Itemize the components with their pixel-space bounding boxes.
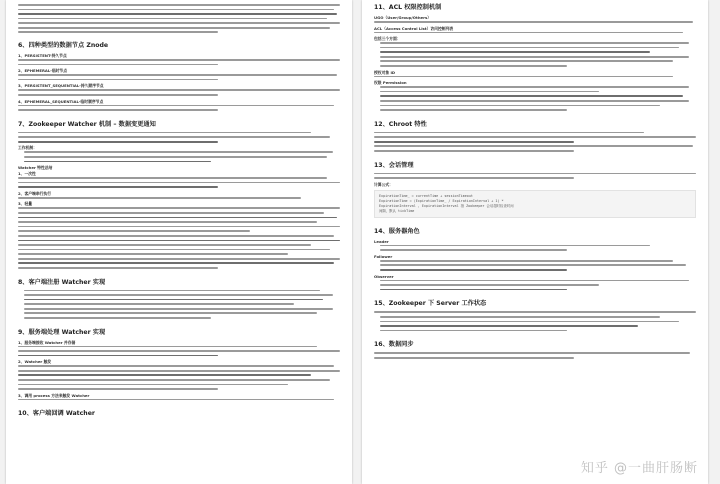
text-line: [374, 21, 693, 23]
text-line: [18, 109, 218, 111]
text-line: [380, 95, 683, 97]
text-lines: [374, 260, 696, 271]
page-left-content: [6, 0, 352, 428]
text-line: [24, 290, 320, 292]
text-lines: [374, 32, 696, 34]
text-lines: [374, 86, 696, 111]
section-heading: 10、客户端回调 Watcher: [18, 410, 95, 418]
text-line: [380, 264, 686, 266]
text-line: [380, 269, 567, 271]
text-lines: [18, 4, 340, 33]
subsection-heading: 1、服务端接收 Watcher 并存储: [18, 339, 76, 345]
text-lines: [374, 42, 696, 67]
text-line: [380, 65, 567, 67]
text-lines: [18, 365, 340, 390]
text-line: [18, 388, 218, 390]
subsection-heading: 4、EPHEMERAL_SEQUENTIAL-临时顺序节点: [18, 98, 104, 104]
text-line: [18, 22, 340, 24]
section-heading: 9、服务端处理 Watcher 实现: [18, 328, 106, 336]
text-line: [18, 240, 340, 242]
text-line: [380, 284, 599, 286]
code-line: 间隔，默认 tickTime: [379, 208, 415, 213]
text-line: [374, 150, 574, 152]
subsection-heading: 工作机制：: [18, 145, 37, 151]
text-line: [18, 182, 340, 184]
subsection-heading: 2、Watcher 触发: [18, 359, 52, 365]
text-line: [380, 289, 567, 291]
text-lines: [18, 89, 340, 95]
text-line: [18, 355, 218, 357]
text-lines: [374, 173, 696, 179]
text-line: [18, 74, 337, 76]
text-line: [18, 132, 311, 134]
text-line: [380, 325, 638, 327]
watermark-text: 知乎 @一曲肝肠断: [580, 461, 698, 476]
text-line: [380, 249, 567, 251]
text-lines: [18, 105, 340, 111]
text-line: [380, 330, 567, 332]
text-lines: [18, 207, 340, 268]
text-line: [380, 245, 650, 247]
text-line: [18, 226, 340, 228]
text-line: [18, 258, 340, 260]
text-line: [18, 379, 330, 381]
text-line: [374, 311, 696, 313]
text-line: [374, 141, 574, 143]
code-block: [374, 190, 696, 218]
text-line: [18, 27, 330, 29]
text-line: [18, 64, 218, 66]
text-line: [18, 141, 218, 143]
subsection-heading: 3、PERSISTENT_SEQUENTIAL-持久顺序节点: [18, 83, 104, 89]
text-line: [380, 321, 679, 323]
text-line: [18, 79, 218, 81]
text-line: [18, 186, 218, 188]
subsection-heading: Watcher 特性总结: [18, 165, 53, 171]
text-lines: [374, 311, 696, 313]
text-line: [18, 207, 340, 209]
section-heading: 7、Zookeeper Watcher 机制 – 数据变更通知: [18, 120, 156, 128]
section-heading: 13、会话管理: [374, 161, 414, 169]
text-line: [380, 86, 689, 88]
text-line: [18, 197, 301, 199]
text-line: [18, 346, 317, 348]
code-line: ExpirationInterval , ExpirationInterval 指 Zookeeper 会话超时检查时间: [379, 203, 514, 208]
text-lines: [18, 151, 340, 162]
text-line: [24, 317, 211, 319]
text-line: [18, 89, 340, 91]
text-line: [380, 100, 689, 102]
text-line: [18, 31, 218, 33]
subsection-heading: 2、客户端串行执行: [18, 190, 52, 196]
text-lines: [18, 346, 340, 357]
subsection-heading: 1、PERSISTENT-持久节点: [18, 53, 67, 59]
text-line: [374, 145, 693, 147]
text-line: [24, 161, 211, 163]
document-page-right: [362, 0, 708, 484]
text-line: [18, 221, 317, 223]
text-line: [18, 244, 311, 246]
text-lines: [374, 76, 696, 78]
text-line: [374, 136, 696, 138]
text-line: [374, 76, 673, 78]
code-line: ExpirationTime_ = currentTime + sessionTimeout: [379, 193, 473, 198]
text-line: [24, 156, 327, 158]
text-line: [24, 294, 333, 296]
text-line: [18, 59, 340, 61]
subsection-heading: 权限 Permission: [374, 80, 407, 86]
subsection-heading: 计算公式：: [374, 181, 393, 187]
text-line: [18, 374, 311, 376]
text-lines: [18, 132, 340, 143]
text-line: [18, 399, 334, 401]
text-line: [18, 365, 334, 367]
text-line: [374, 357, 574, 359]
zhihu-watermark: [581, 457, 698, 476]
subsection-heading: 授权对象 ID: [374, 69, 396, 75]
text-line: [18, 235, 334, 237]
text-line: [374, 177, 574, 179]
section-heading: 16、数据同步: [374, 341, 414, 349]
text-line: [380, 42, 689, 44]
text-line: [24, 308, 333, 310]
text-lines: [374, 280, 696, 291]
text-lines: [374, 21, 696, 23]
text-line: [374, 352, 690, 354]
text-line: [18, 249, 330, 251]
text-line: [18, 4, 340, 6]
text-line: [24, 299, 323, 301]
page-right-content: [362, 0, 708, 368]
text-line: [374, 173, 696, 175]
section-heading: 14、服务器角色: [374, 227, 420, 235]
text-lines: [18, 177, 340, 188]
text-line: [18, 267, 218, 269]
text-line: [380, 60, 673, 62]
text-line: [24, 312, 317, 314]
text-line: [380, 109, 567, 111]
text-lines: [18, 74, 340, 80]
text-line: [18, 212, 324, 214]
text-line: [18, 350, 340, 352]
subsection-heading: ACL（Access Control List）访问控制列表: [374, 25, 454, 31]
text-lines: [374, 132, 696, 143]
text-line: [380, 260, 673, 262]
text-lines: [18, 197, 340, 199]
subsection-heading: 3、调用 process 方法来触发 Watcher: [18, 392, 90, 398]
text-line: [18, 94, 218, 96]
text-line: [18, 262, 334, 264]
subsection-heading: 1、一次性: [18, 171, 36, 177]
code-line: ExpirationTime = (ExpirationTime_ / ExpirationInterval + 1) *: [379, 198, 504, 203]
text-line: [18, 384, 288, 386]
text-line: [24, 303, 294, 305]
text-line: [18, 253, 288, 255]
section-heading: 15、Zookeeper 下 Server 工作状态: [374, 300, 487, 308]
text-line: [18, 136, 330, 138]
subsection-heading: 2、EPHEMERAL-临时节点: [18, 68, 68, 74]
text-line: [380, 105, 660, 107]
subsection-heading: Observer: [374, 273, 394, 279]
section-heading: 12、Chroot 特性: [374, 120, 427, 128]
text-line: [18, 105, 334, 107]
subsection-heading: 包括三个方面：: [374, 36, 401, 42]
text-lines: [374, 316, 696, 331]
text-line: [18, 177, 327, 179]
text-line: [18, 9, 334, 11]
text-line: [18, 230, 250, 232]
text-line: [380, 316, 660, 318]
text-lines: [374, 145, 696, 151]
text-lines: [374, 352, 696, 358]
section-heading: 8、客户端注册 Watcher 实现: [18, 278, 106, 286]
subsection-heading: Follower: [374, 253, 393, 259]
text-line: [18, 217, 337, 219]
text-line: [380, 280, 689, 282]
text-line: [24, 151, 333, 153]
text-lines: [18, 399, 340, 401]
subsection-heading: Leader: [374, 238, 389, 244]
text-line: [18, 370, 340, 372]
text-line: [374, 32, 683, 34]
text-line: [18, 18, 327, 20]
text-lines: [18, 59, 340, 65]
section-heading: 6、四种类型的数据节点 Znode: [18, 42, 109, 50]
text-line: [380, 56, 689, 58]
subsection-heading: UGO（User/Group/Others）: [374, 15, 432, 20]
document-page-left: [6, 0, 352, 484]
text-line: [18, 13, 337, 15]
text-line: [374, 132, 644, 134]
subsection-heading: 3、轻量: [18, 201, 33, 207]
text-lines: [18, 290, 340, 319]
section-heading: 11、ACL 权限控制机制: [374, 4, 442, 11]
text-line: [380, 51, 650, 53]
text-line: [380, 91, 599, 93]
text-lines: [374, 245, 696, 251]
text-line: [380, 47, 679, 49]
